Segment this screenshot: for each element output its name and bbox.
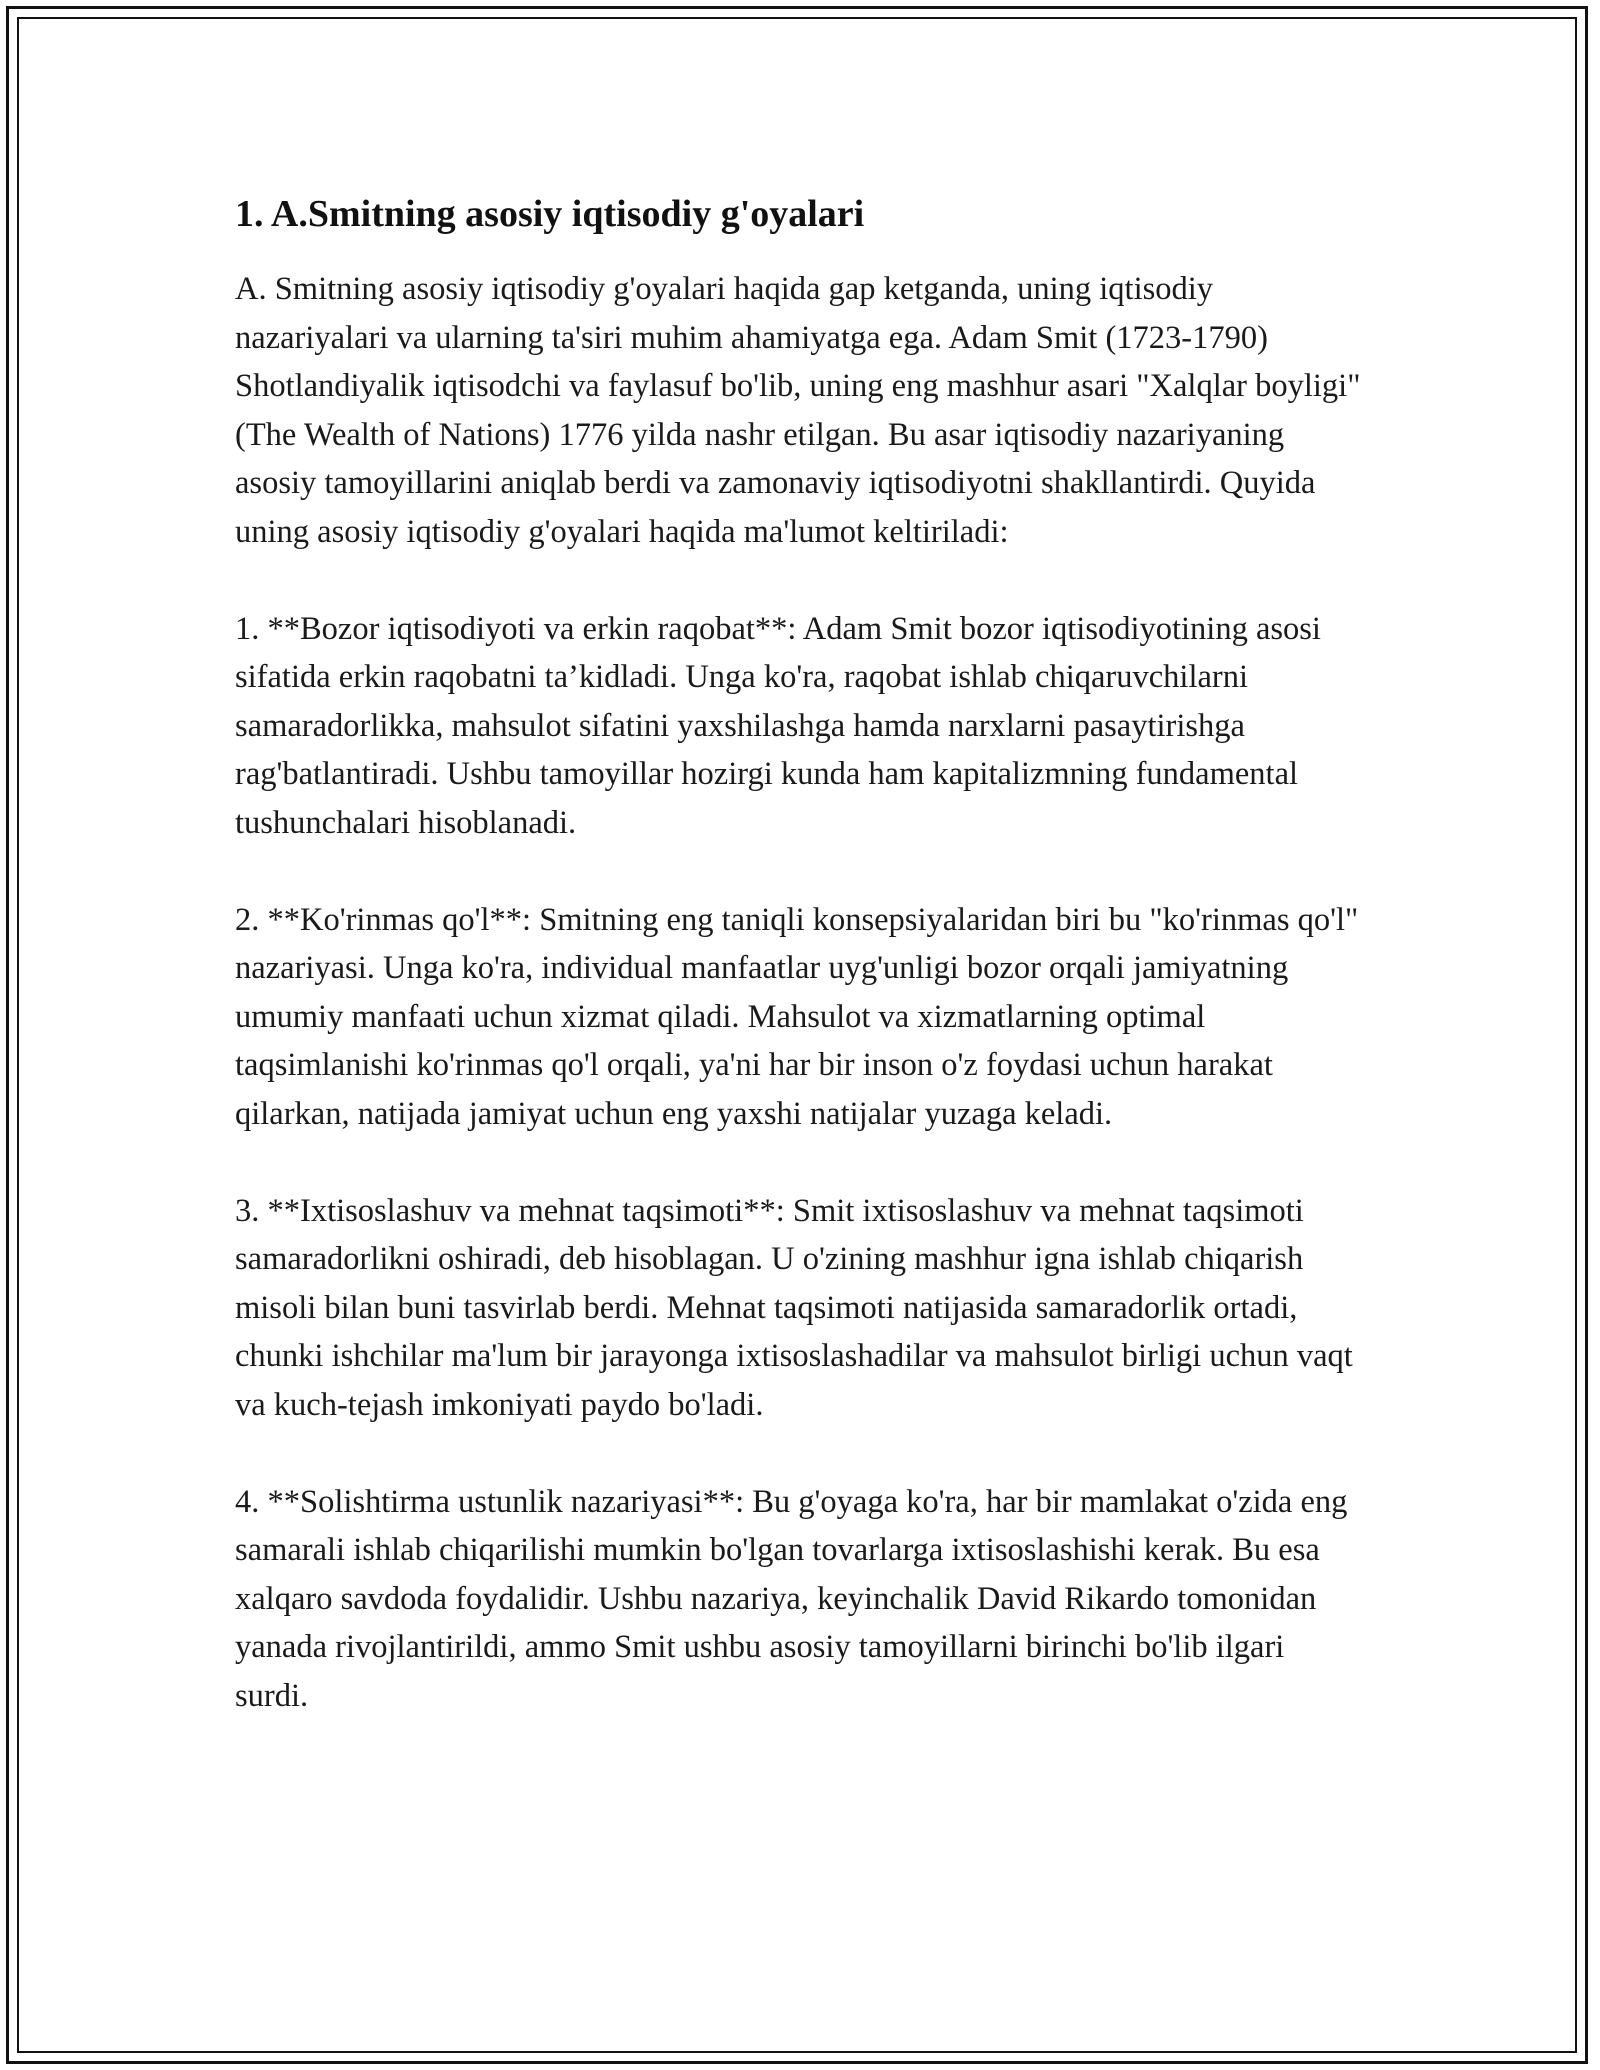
document-title: 1. A.Smitning asosiy iqtisodiy g'oyalari bbox=[235, 193, 865, 235]
paragraph-point-4: 4. **Solishtirma ustunlik nazariyasi**: Bu g'oyaga ko'ra, har bir mamlakat o'zida eng samarali ishlab chiqarilishi mumkin bo'lgan tovarlarga ixtisoslashishi kerak. Bu esa xalqaro savdoda foydalidir. Ushbu nazariya, keyinchalik David Rikardo tomonidan yanada rivojlantirildi, ammo Smit ushbu asosiy tamoyillarni birinchi bo'lib ilgari surdi. bbox=[235, 1483, 1348, 1714]
paragraph-point-3: 3. **Ixtisoslashuv va mehnat taqsimoti**: Smit ixtisoslashuv va mehnat taqsimoti samaradorlikni oshiradi, deb hisoblagan. U o'zining mashhur igna ishlab chiqarish misoli bilan buni tasvirlab berdi. Mehnat taqsimoti natijasida samaradorlik ortadi, chunki ishchilar ma'lum bir jarayonga ixtisoslashadilar va mahsulot birligi uchun vaqt va kuch-tejash imkoniyati paydo bo'ladi. bbox=[235, 1192, 1353, 1423]
paragraph-point-2: 2. **Ko'rinmas qo'l**: Smitning eng taniqli konsepsiyalaridan biri bu "ko'rinmas qo'l" nazariyasi. Unga ko'ra, individual manfaatlar uyg'unligi bozor orqali jamiyatning umumiy manfaati uchun xizmat qiladi. Mahsulot va xizmatlarning optimal taqsimlanishi ko'rinmas qo'l orqali, ya'ni har bir inson o'z foydasi uchun harakat qilarkan, natijada jamiyat uchun eng yaxshi natijalar yuzaga keladi. bbox=[235, 901, 1359, 1132]
document-body bbox=[235, 185, 1365, 1720]
paragraph-point-1: 1. **Bozor iqtisodiyoti va erkin raqobat**: Adam Smit bozor iqtisodiyotining asosi sifatida erkin raqobatni ta’kidladi. Unga ko'ra, raqobat ishlab chiqaruvchilarni samaradorlikka, mahsulot sifatini yaxshilashga hamda narxlarni pasaytirishga rag'batlantiradi. Ushbu tamoyillar hozirgi kunda ham kapitalizmning fundamental tushunchalari hisoblanadi. bbox=[235, 610, 1321, 841]
paragraph-intro: A. Smitning asosiy iqtisodiy g'oyalari haqida gap ketganda, uning iqtisodiy nazariyalari va ularning ta'siri muhim ahamiyatga ega. Adam Smit (1723-1790) Shotlandiyalik iqtisodchi va faylasuf bo'lib, uning eng mashhur asari "Xalqlar boyligi" (The Wealth of Nations) 1776 yilda nashr etilgan. Bu asar iqtisodiy nazariyaning asosiy tamoyillarini aniqlab berdi va zamonaviy iqtisodiyotni shakllantirdi. Quyida uning asosiy iqtisodiy g'oyalari haqida ma'lumot keltiriladi: bbox=[235, 271, 1361, 550]
